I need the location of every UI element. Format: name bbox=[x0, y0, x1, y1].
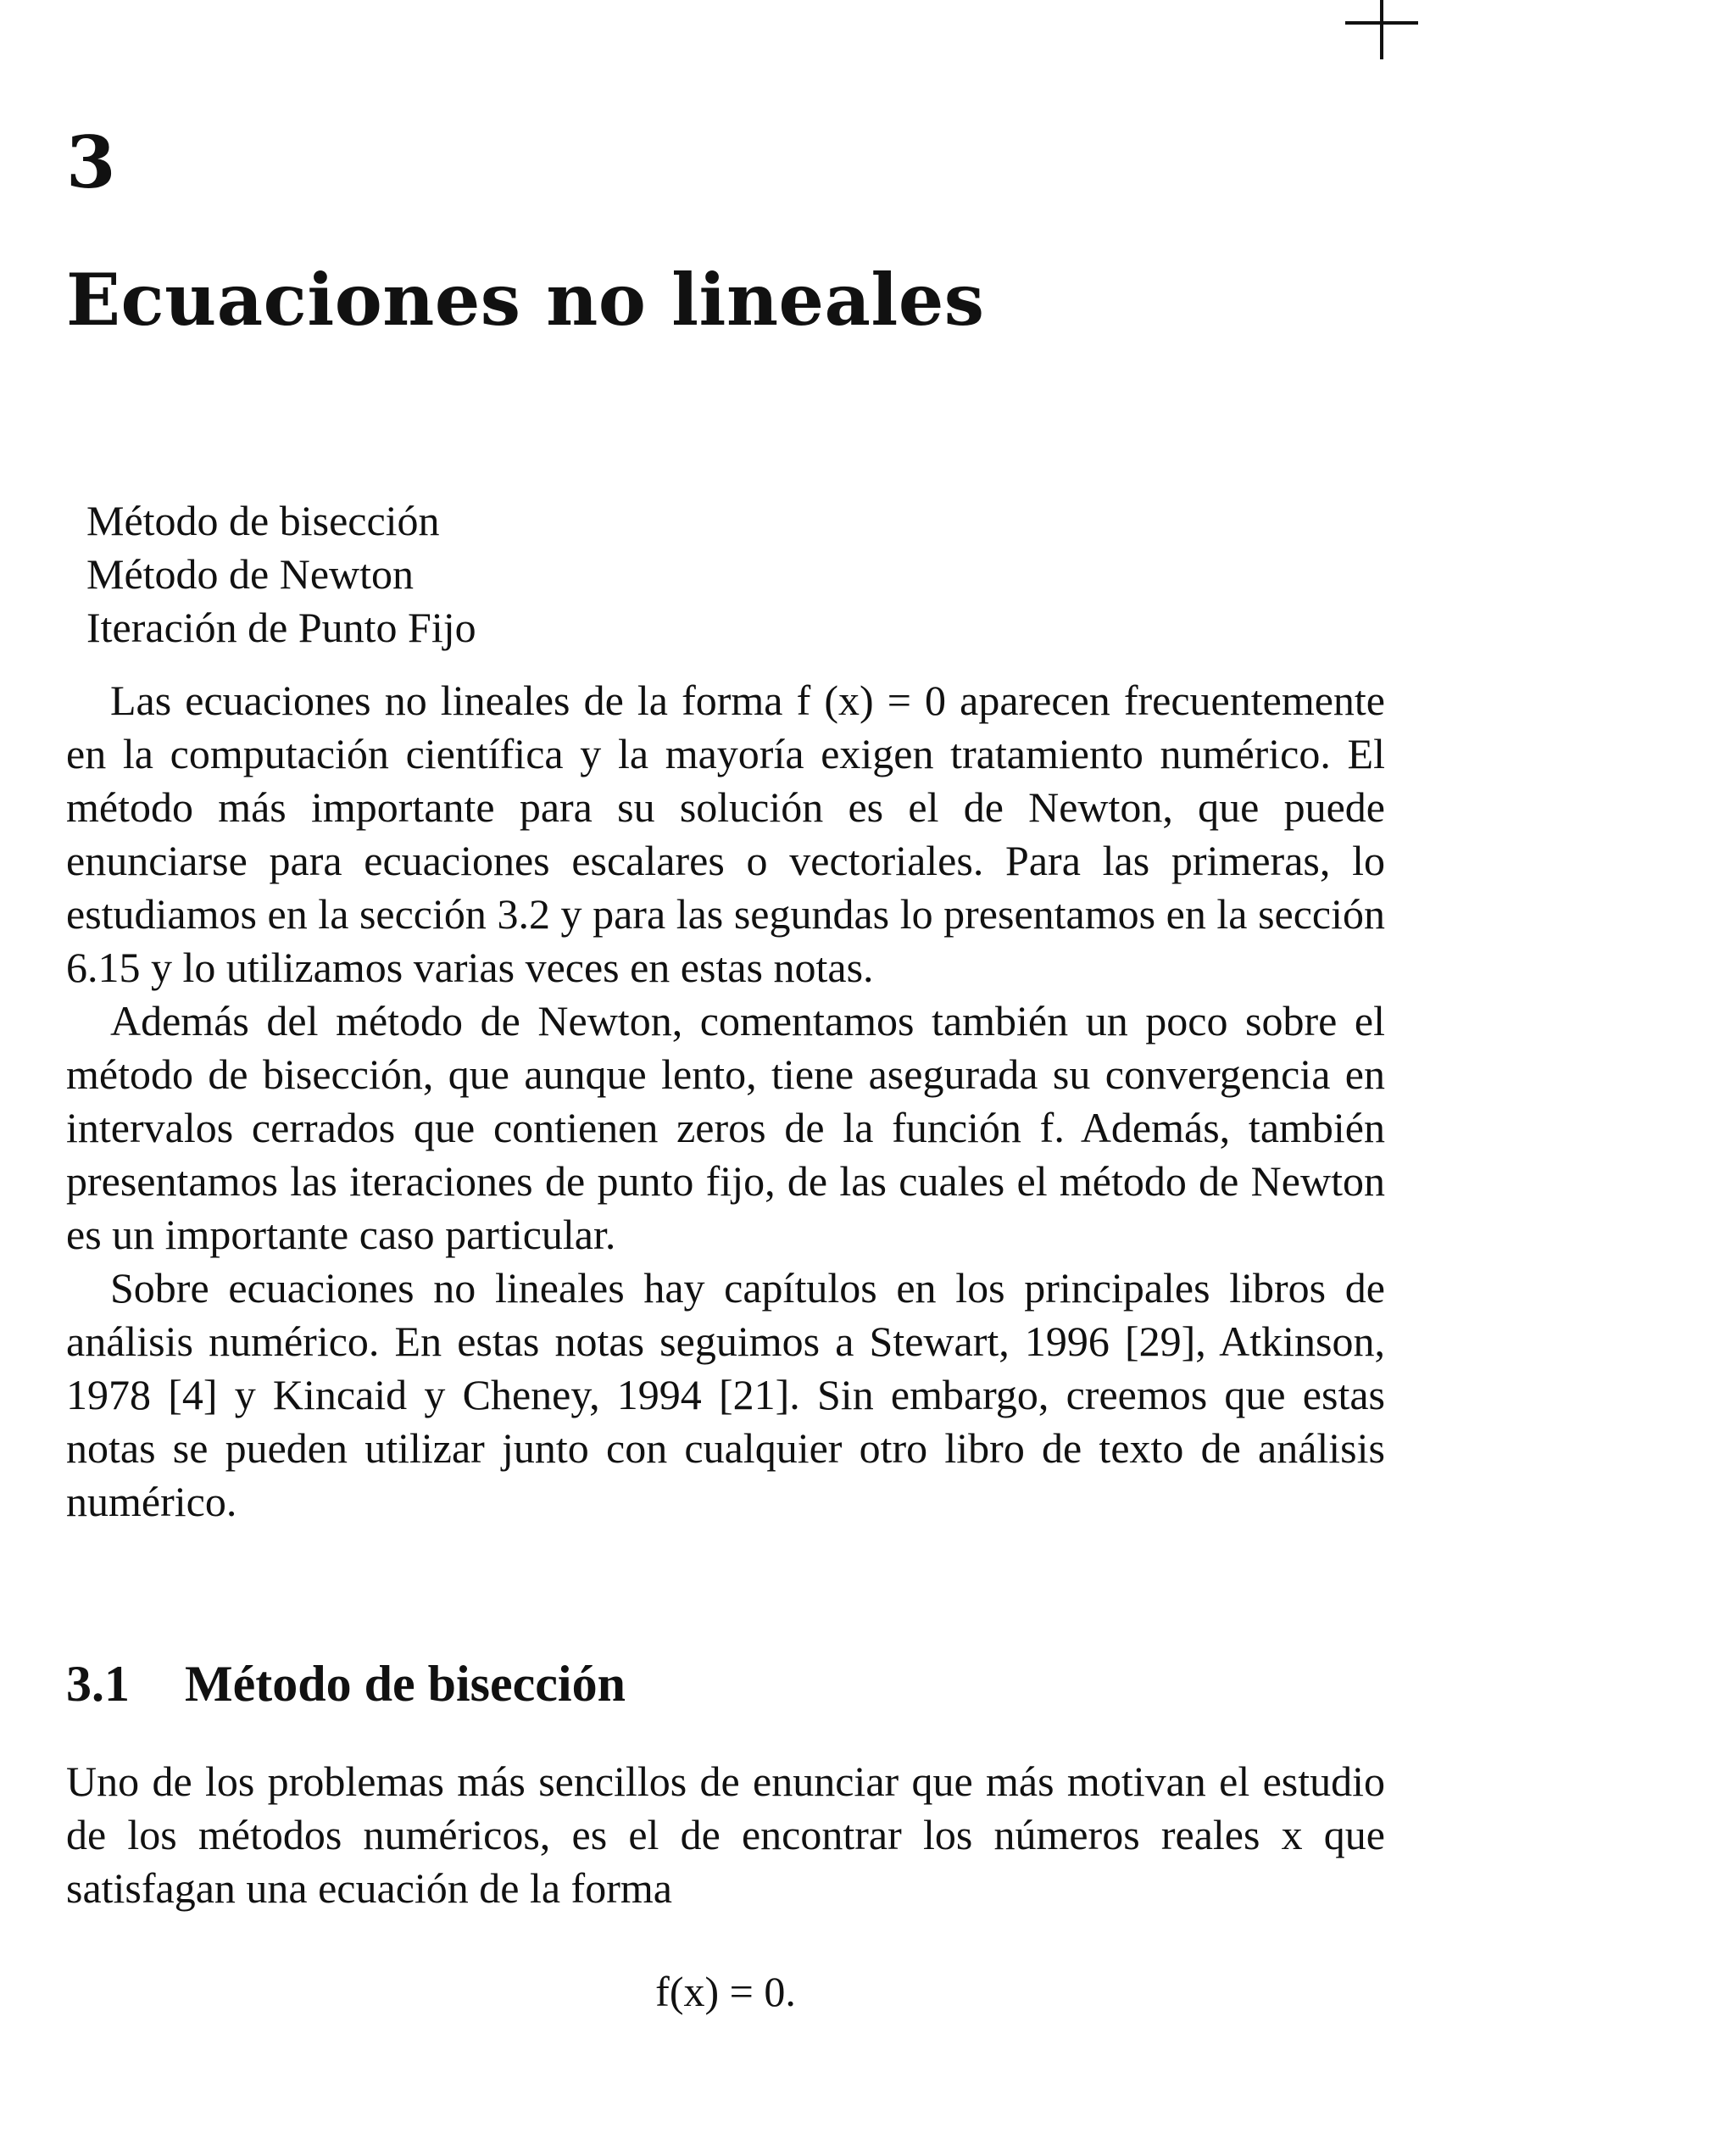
section-body bbox=[66, 1755, 1385, 1915]
chapter-introduction bbox=[66, 674, 1385, 1529]
crop-mark-icon bbox=[1344, 0, 1420, 64]
chapter-title: Ecuaciones no lineales bbox=[66, 258, 985, 342]
chapter-contents-list bbox=[86, 494, 476, 655]
section-title: Método de bisección bbox=[185, 1656, 626, 1712]
intro-paragraph: Además del método de Newton, comentamos también un poco sobre el método de bisección, que aunque lento, tiene asegurada su convergencia en intervalos cerrados que contienen zeros de la función f. Además, también presentamos las iteraciones de punto fijo, de las cuales el método de Newton es un importante caso particular. bbox=[66, 997, 1385, 1258]
chapter-number: 3 bbox=[66, 120, 116, 204]
display-equation: f(x) = 0. bbox=[655, 1968, 796, 2015]
chapter-contents-item: Método de Newton bbox=[86, 550, 415, 598]
intro-paragraph: Sobre ecuaciones no lineales hay capítulos en los principales libros de análisis numérico. En estas notas seguimos a Stewart, 1996 [29], Atkinson, 1978 [4] y Kincaid y Cheney, 1994 [21]. Sin embargo, creemos que estas notas se pueden utilizar junto con cualquier otro libro de texto de análisis numérico. bbox=[66, 1264, 1385, 1525]
chapter-contents-item: Iteración de Punto Fijo bbox=[86, 604, 476, 651]
section-paragraph: Uno de los problemas más sencillos de enunciar que más motivan el estudio de los métodos numéricos, es el de encontrar los números reales x que satisfagan una ecuación de la forma bbox=[66, 1757, 1385, 1912]
section-heading bbox=[66, 1653, 626, 1714]
chapter-contents-item: Método de bisección bbox=[86, 497, 440, 544]
intro-paragraph: Las ecuaciones no lineales de la forma f (x) = 0 aparecen frecuentemente en la computación científica y la mayoría exigen tratamiento numérico. El método más importante para su solución es el de Newton, que puede enunciarse para ecuaciones escalares o vectoriales. Para las primeras, lo estudiamos en la sección 3.2 y para las segundas lo presentamos en la sección 6.15 y lo utilizamos varias veces en estas notas. bbox=[66, 677, 1385, 991]
section-number: 3.1 bbox=[66, 1656, 130, 1712]
